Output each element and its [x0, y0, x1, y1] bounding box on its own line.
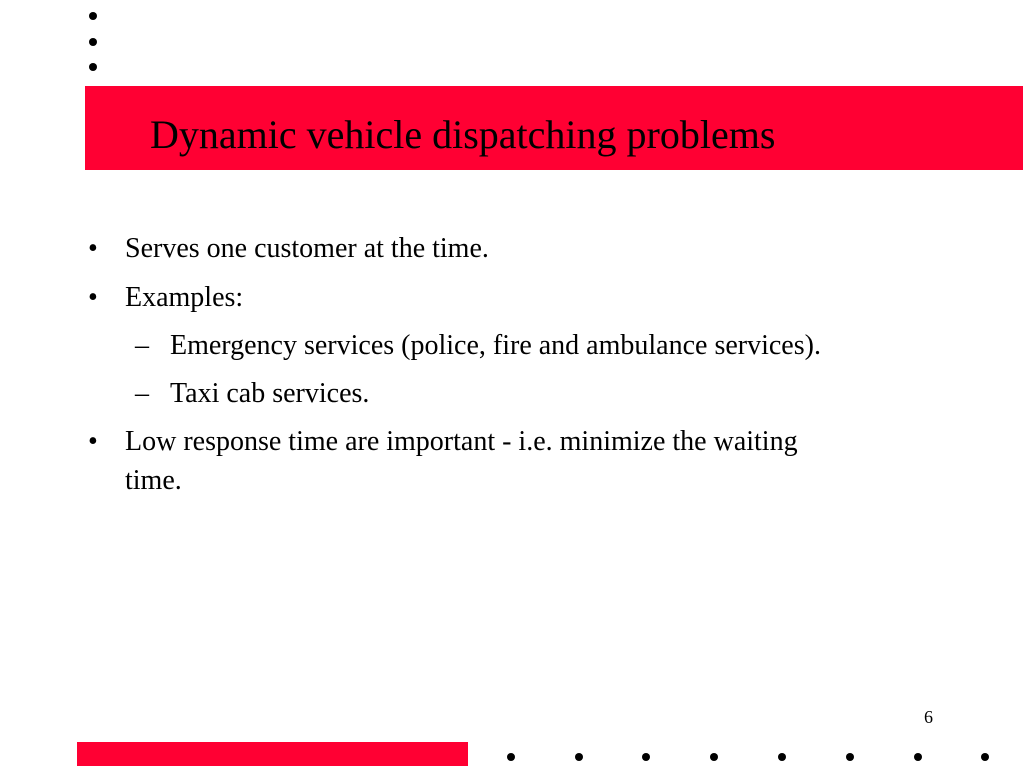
sub-bullet-marker: – — [135, 330, 149, 361]
bullet-marker: • — [88, 426, 98, 457]
sub-bullet-marker: – — [135, 378, 149, 409]
top-dot-icon — [89, 38, 97, 46]
bullet-marker: • — [88, 282, 98, 313]
bottom-dot-icon — [507, 753, 515, 761]
top-dot-icon — [89, 63, 97, 71]
page-number: 6 — [924, 707, 933, 727]
bottom-dot-icon — [846, 753, 854, 761]
bullet-text-line-2: time. — [125, 465, 182, 496]
bullet-marker: • — [88, 233, 98, 264]
sub-bullet-text: Taxi cab services. — [170, 378, 370, 409]
bottom-dot-icon — [642, 753, 650, 761]
slide-title: Dynamic vehicle dispatching problems — [150, 112, 776, 157]
bottom-dot-icon — [575, 753, 583, 761]
bullet-text-line-1: Low response time are important - i.e. minimize the waiting — [125, 426, 798, 457]
bottom-dot-icon — [778, 753, 786, 761]
bottom-dot-icon — [914, 753, 922, 761]
bottom-dot-icon — [710, 753, 718, 761]
sub-bullet-text: Emergency services (police, fire and ambulance services). — [170, 330, 821, 361]
bullet-text: Examples: — [125, 282, 244, 313]
bottom-dot-icon — [981, 753, 989, 761]
bullet-text: Serves one customer at the time. — [125, 233, 489, 264]
top-dot-icon — [89, 12, 97, 20]
bottom-banner — [77, 742, 468, 766]
